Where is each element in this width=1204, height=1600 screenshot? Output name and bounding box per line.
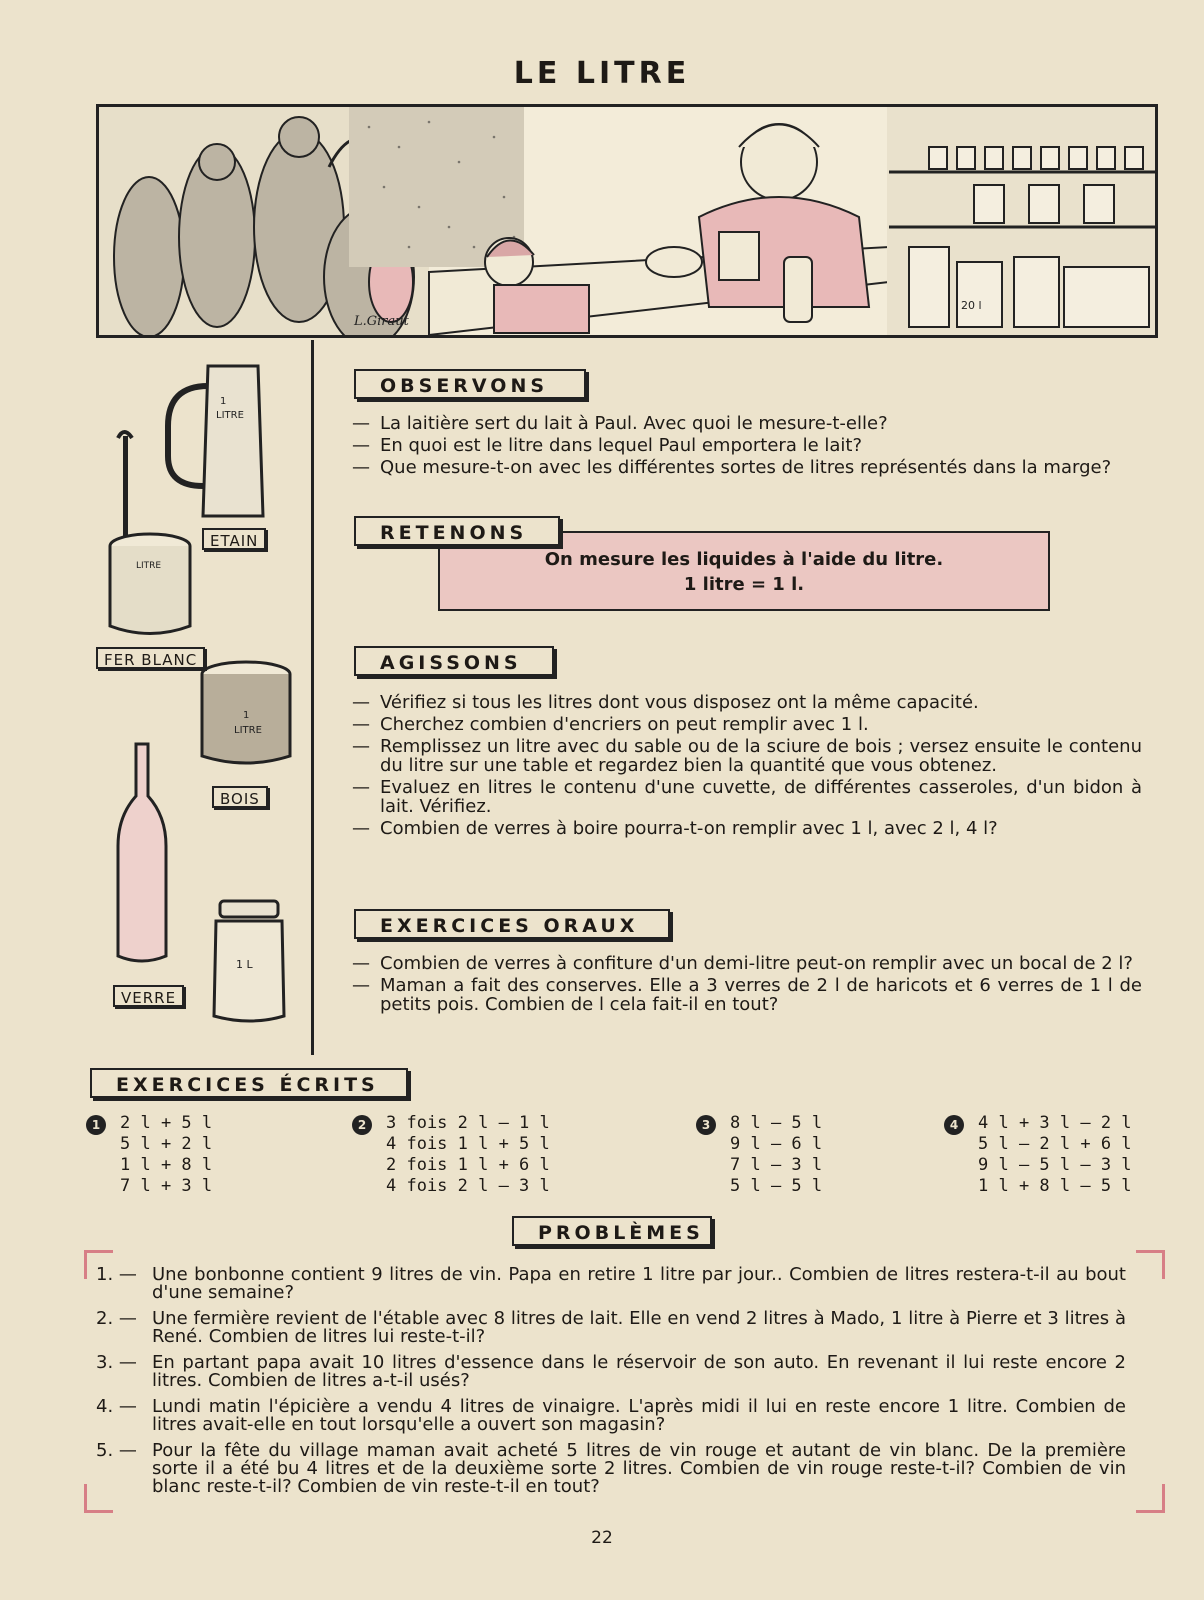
exercise-operations: 8 l — 5 l 9 l — 6 l 7 l — 3 l 5 l — 5 l — [730, 1113, 823, 1196]
label-bois: BOIS — [212, 786, 268, 808]
label-verre: VERRE — [113, 985, 184, 1007]
list-item: — La laitière sert du lait à Paul. Avec quoi le mesure-t-elle? — [352, 413, 888, 434]
illustration-drawing — [99, 107, 1155, 335]
problemes-list — [96, 1266, 1126, 1504]
exercise-number-badge: 2 — [352, 1115, 372, 1135]
list-item: 2. — Une fermière revient de l'étable avec 8 litres de lait. Elle en vend 2 litres à Mado, 1 litre à Pierre et 3 litres à René. Combien de litres lui reste-t-il? — [96, 1308, 1126, 1347]
label-fer-blanc: FER BLANC — [96, 647, 205, 669]
list-item: — Maman a fait des conserves. Elle a 3 verres de 2 l de haricots et 6 verres de 1 l de petits pois. Combien de l cela fait-il en tout? — [352, 975, 1142, 1015]
list-item: 5. — Pour la fête du village maman avait acheté 5 litres de vin rouge et autant de vin blanc. De la première sorte il a été bu 4 litres et de la deuxième sorte 2 litres. Combien de vin rouge reste-t-il? Combien de vin blanc reste-t-il? Combien de vin reste-t-il en tout? — [96, 1440, 1126, 1497]
exercise-number-badge: 1 — [86, 1115, 106, 1135]
measures-drawing — [98, 356, 308, 1036]
list-item: — En quoi est le litre dans lequel Paul emportera le lait? — [352, 435, 863, 456]
list-item: — Combien de verres à confiture d'un demi-litre peut-on remplir avec un bocal de 2 l? — [352, 953, 1133, 974]
milk-can-label: 20 l — [961, 299, 982, 312]
glass-bottle-icon — [118, 744, 166, 961]
rule-line: On mesure les liquides à l'aide du litre. — [544, 549, 944, 570]
oraux-list — [352, 954, 1142, 1017]
margin-divider — [311, 340, 314, 1055]
exercise-operations: 2 l + 5 l 5 l + 2 l 1 l + 8 l 7 l + 3 l — [120, 1113, 213, 1196]
corner-mark — [1136, 1250, 1165, 1279]
agissons-list — [352, 693, 1142, 841]
observons-list — [352, 414, 1142, 480]
list-item: — Evaluez en litres le contenu d'une cuvette, de différentes casseroles, d'un bidon à lait. Vérifiez. — [352, 777, 1142, 817]
milk-shop-illustration — [96, 104, 1158, 338]
list-item: 3. — En partant papa avait 10 litres d'essence dans le réservoir de son auto. En revenant il lui reste encore 2 litres. Combien de litres a-t-il usés? — [96, 1352, 1126, 1391]
pewter-measure-label-2: LITRE — [216, 410, 244, 421]
rule-line: 1 litre = 1 l. — [683, 574, 805, 595]
observons-header: OBSERVONS — [354, 369, 586, 399]
list-item: 4. — Lundi matin l'épicière a vendu 4 litres de vinaigre. L'après midi il lui en reste encore 1 litre. Combien de litres avait-elle en tout lorsqu'elle a ouvert son magasin? — [96, 1396, 1126, 1435]
list-item: 1. — Une bonbonne contient 9 litres de vin. Papa en retire 1 litre par jour.. Combien de litres restera-t-il au bout d'une semaine? — [96, 1264, 1126, 1303]
glass-jar-label: 1 L — [236, 958, 253, 971]
tin-measure-label: LITRE — [136, 561, 162, 571]
retenons-header: RETENONS — [354, 516, 560, 546]
list-item: — Cherchez combien d'encriers on peut remplir avec 1 l. — [352, 714, 869, 735]
exercise-operations: 4 l + 3 l — 2 l 5 l — 2 l + 6 l 9 l — 5 l — 3 l 1 l + 8 l — 5 l — [978, 1113, 1132, 1196]
exercise-operations: 3 fois 2 l — 1 l 4 fois 1 l + 5 l 2 fois 1 l + 6 l 4 fois 2 l — 3 l — [386, 1113, 550, 1196]
exercices-oraux-header: EXERCICES ORAUX — [354, 909, 670, 939]
label-etain: ETAIN — [202, 528, 266, 550]
exercise-number-badge: 4 — [944, 1115, 964, 1135]
page-number: 22 — [591, 1528, 613, 1548]
agissons-header: AGISSONS — [354, 646, 554, 676]
list-item: — Combien de verres à boire pourra-t-on remplir avec 1 l, avec 2 l, 4 l? — [352, 818, 998, 839]
pewter-measure-label-1: 1 — [220, 396, 227, 407]
corner-mark — [1136, 1484, 1165, 1513]
wooden-measure-label-1: 1 — [243, 710, 250, 721]
list-item: — Remplissez un litre avec du sable ou de la sciure de bois ; versez ensuite le contenu du litre sur une table et regardez bien la quantité que vous obtenez. — [352, 736, 1142, 776]
glass-jar-icon — [214, 901, 284, 1021]
wooden-measure-label-2: LITRE — [234, 725, 262, 736]
exercices-ecrits-header: EXERCICES ÉCRITS — [90, 1068, 408, 1098]
list-item: — Que mesure-t-on avec les différentes sortes de litres représentés dans la marge? — [352, 457, 1112, 478]
page-title: LE LITRE — [513, 56, 691, 91]
exercise-number-badge: 3 — [696, 1115, 716, 1135]
tin-measure-icon — [110, 432, 190, 634]
problemes-header: PROBLÈMES — [512, 1216, 712, 1246]
pewter-measure-icon — [168, 366, 263, 516]
wooden-measure-icon — [202, 662, 290, 763]
list-item: — Vérifiez si tous les litres dont vous disposez ont la même capacité. — [352, 692, 979, 713]
artist-signature: L.Giraut — [354, 314, 409, 329]
